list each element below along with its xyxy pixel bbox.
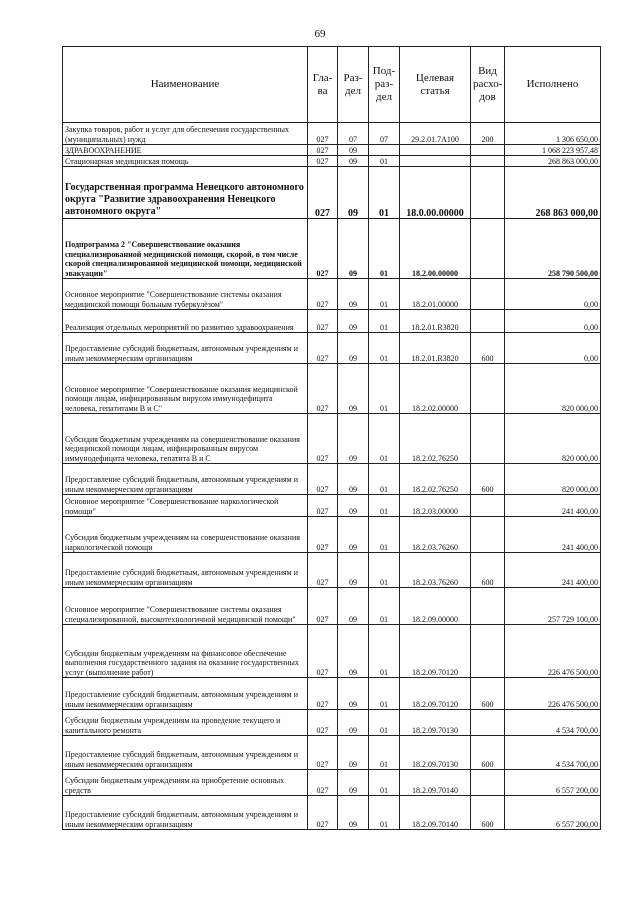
row-name: Предоставление субсидий бюджетным, автономным учреждениям и иным некоммерческим организациям [63, 736, 308, 770]
row-amount: 820 000,00 [505, 364, 601, 414]
row-glava: 027 [308, 678, 338, 710]
row-amount: 4 534 700,00 [505, 710, 601, 736]
row-glava: 027 [308, 219, 338, 279]
table-row [63, 678, 601, 710]
row-glava: 027 [308, 553, 338, 588]
row-vid [471, 770, 505, 796]
header-vid: Вид расхо-дов [471, 47, 505, 123]
row-podrazdel: 01 [369, 219, 400, 279]
row-podrazdel: 01 [369, 736, 400, 770]
row-glava: 027 [308, 464, 338, 495]
row-name: Субсидии бюджетным учреждениям на финансовое обеспечение выполнения государственного задания на оказание государственных услуг (выполнение работ) [63, 625, 308, 678]
row-vid: 600 [471, 464, 505, 495]
header-executed: Исполнено [505, 47, 601, 123]
row-amount: 4 534 700,00 [505, 736, 601, 770]
row-name: Предоставление субсидий бюджетным, автономным учреждениям и иным некоммерческим организациям [63, 796, 308, 830]
row-razdel: 09 [338, 156, 369, 167]
row-razdel: 09 [338, 145, 369, 156]
row-podrazdel: 07 [369, 123, 400, 145]
row-razdel: 09 [338, 495, 369, 517]
header-razdel: Раз-дел [338, 47, 369, 123]
table-row [63, 279, 601, 310]
row-vid: 600 [471, 553, 505, 588]
row-target: 18.2.00.00000 [400, 219, 471, 279]
row-glava: 027 [308, 796, 338, 830]
row-vid [471, 219, 505, 279]
row-vid [471, 145, 505, 156]
row-razdel: 09 [338, 770, 369, 796]
row-amount: 241 400,00 [505, 553, 601, 588]
row-name: Подпрограмма 2 "Совершенствование оказания специализированной медицинской помощи, скорой, в том числе скорой специализированной медицинской помощи, медицинской эвакуации" [63, 219, 308, 279]
row-amount: 820 000,00 [505, 464, 601, 495]
row-glava: 027 [308, 123, 338, 145]
row-razdel: 09 [338, 310, 369, 333]
table-row [63, 796, 601, 830]
table-row [63, 123, 601, 145]
row-target: 18.2.03.76260 [400, 517, 471, 553]
row-vid [471, 279, 505, 310]
row-vid: 600 [471, 736, 505, 770]
row-vid [471, 710, 505, 736]
table-row [63, 364, 601, 414]
table-row [63, 710, 601, 736]
row-glava: 027 [308, 145, 338, 156]
row-razdel: 09 [338, 364, 369, 414]
row-razdel: 09 [338, 796, 369, 830]
table-row [63, 219, 601, 279]
row-target: 18.2.09.70120 [400, 678, 471, 710]
row-vid [471, 495, 505, 517]
row-target: 18.2.01.R3820 [400, 310, 471, 333]
row-vid [471, 625, 505, 678]
row-glava: 027 [308, 588, 338, 625]
row-podrazdel [369, 145, 400, 156]
row-name: Предоставление субсидий бюджетным, автономным учреждениям и иным некоммерческим организациям [63, 464, 308, 495]
row-target: 18.2.09.70130 [400, 710, 471, 736]
row-amount: 268 863 000,00 [505, 156, 601, 167]
row-podrazdel: 01 [369, 310, 400, 333]
row-name: Основное мероприятие "Совершенствование системы оказания медицинской помощи больным туберкулёзом" [63, 279, 308, 310]
row-podrazdel: 01 [369, 796, 400, 830]
table-row [63, 310, 601, 333]
row-podrazdel: 01 [369, 495, 400, 517]
table-row [63, 553, 601, 588]
row-amount: 0,00 [505, 310, 601, 333]
row-amount: 1 306 650,00 [505, 123, 601, 145]
table-row [63, 333, 601, 364]
row-name: Закупка товаров, работ и услуг для обеспечения государственных (муниципальных) нужд [63, 123, 308, 145]
header-glava: Гла-ва [308, 47, 338, 123]
row-razdel: 09 [338, 736, 369, 770]
row-name: Стационарная медицинская помощь [63, 156, 308, 167]
table-row [63, 736, 601, 770]
row-name: Предоставление субсидий бюджетным, автономным учреждениям и иным некоммерческим организациям [63, 553, 308, 588]
row-amount: 6 557 200,00 [505, 796, 601, 830]
row-target: 18.2.01.R3820 [400, 333, 471, 364]
row-target: 18.2.09.70140 [400, 796, 471, 830]
row-name: Предоставление субсидий бюджетным, автономным учреждениям и иным некоммерческим организациям [63, 333, 308, 364]
row-razdel: 09 [338, 678, 369, 710]
row-podrazdel: 01 [369, 279, 400, 310]
row-target: 18.2.09.70120 [400, 625, 471, 678]
row-name: Предоставление субсидий бюджетным, автономным учреждениям и иным некоммерческим организациям [63, 678, 308, 710]
row-vid [471, 588, 505, 625]
row-amount: 6 557 200,00 [505, 770, 601, 796]
row-name: Субсидии бюджетным учреждениям на приобретение основных средств [63, 770, 308, 796]
row-glava: 027 [308, 625, 338, 678]
table-row [63, 495, 601, 517]
table-row [63, 464, 601, 495]
table-row [63, 167, 601, 219]
row-target: 18.2.09.70130 [400, 736, 471, 770]
row-amount: 257 729 100,00 [505, 588, 601, 625]
row-razdel: 09 [338, 167, 369, 219]
row-glava: 027 [308, 279, 338, 310]
row-amount: 241 400,00 [505, 517, 601, 553]
row-target [400, 156, 471, 167]
row-glava: 027 [308, 710, 338, 736]
row-name: Субсидия бюджетным учреждениям на совершенствование оказания медицинской помощи лицам, инфицированным вирусом иммунодефицита человека, гепатита В и С [63, 414, 308, 464]
row-podrazdel: 01 [369, 167, 400, 219]
row-target: 18.2.01.00000 [400, 279, 471, 310]
row-amount: 226 476 500,00 [505, 625, 601, 678]
row-target: 18.2.02.76250 [400, 414, 471, 464]
row-glava: 027 [308, 770, 338, 796]
row-vid [471, 517, 505, 553]
row-glava: 027 [308, 310, 338, 333]
row-glava: 027 [308, 517, 338, 553]
row-podrazdel: 01 [369, 333, 400, 364]
row-glava: 027 [308, 414, 338, 464]
row-podrazdel: 01 [369, 364, 400, 414]
row-name: Государственная программа Ненецкого автономного округа "Развитие здравоохранения Ненецкого автономного округа" [63, 167, 308, 219]
row-podrazdel: 01 [369, 588, 400, 625]
row-vid [471, 156, 505, 167]
row-amount: 820 000,00 [505, 414, 601, 464]
table-row [63, 770, 601, 796]
row-target: 29.2.01.7А100 [400, 123, 471, 145]
row-vid [471, 364, 505, 414]
row-razdel: 09 [338, 517, 369, 553]
row-target [400, 145, 471, 156]
row-vid: 600 [471, 678, 505, 710]
row-target: 18.2.09.00000 [400, 588, 471, 625]
row-podrazdel: 01 [369, 464, 400, 495]
row-glava: 027 [308, 167, 338, 219]
row-name: Субсидия бюджетным учреждениям на совершенствование оказания наркологической помощи [63, 517, 308, 553]
row-amount: 0,00 [505, 279, 601, 310]
row-vid [471, 414, 505, 464]
header-name: Наименование [63, 47, 308, 123]
row-vid: 600 [471, 333, 505, 364]
header-target: Целевая статья [400, 47, 471, 123]
row-glava: 027 [308, 495, 338, 517]
row-amount: 226 476 500,00 [505, 678, 601, 710]
page-number: 69 [314, 28, 326, 40]
row-target: 18.2.03.00000 [400, 495, 471, 517]
row-razdel: 09 [338, 279, 369, 310]
row-amount: 268 863 000,00 [505, 167, 601, 219]
row-amount: 258 790 500,00 [505, 219, 601, 279]
row-podrazdel: 01 [369, 710, 400, 736]
row-podrazdel: 01 [369, 770, 400, 796]
row-name: Основное мероприятие "Совершенствование системы оказания специализированной, высокотехнологичной медицинской помощи" [63, 588, 308, 625]
row-razdel: 07 [338, 123, 369, 145]
row-podrazdel: 01 [369, 156, 400, 167]
table-row [63, 156, 601, 167]
row-amount: 1 068 223 957,48 [505, 145, 601, 156]
row-razdel: 09 [338, 414, 369, 464]
row-glava: 027 [308, 156, 338, 167]
row-target: 18.2.02.00000 [400, 364, 471, 414]
row-podrazdel: 01 [369, 625, 400, 678]
row-razdel: 09 [338, 710, 369, 736]
row-podrazdel: 01 [369, 414, 400, 464]
row-name: ЗДРАВООХРАНЕНИЕ [63, 145, 308, 156]
row-target: 18.0.00.00000 [400, 167, 471, 219]
row-target: 18.2.09.70140 [400, 770, 471, 796]
table-header-row [63, 47, 601, 123]
row-name: Реализация отдельных мероприятий по развитию здравоохранения [63, 310, 308, 333]
row-razdel: 09 [338, 553, 369, 588]
table-row [63, 625, 601, 678]
table-row [63, 414, 601, 464]
row-razdel: 09 [338, 464, 369, 495]
row-razdel: 09 [338, 219, 369, 279]
row-podrazdel: 01 [369, 553, 400, 588]
row-vid: 600 [471, 796, 505, 830]
row-name: Основное мероприятие "Совершенствование наркологической помощи" [63, 495, 308, 517]
row-vid [471, 310, 505, 333]
row-name: Субсидии бюджетным учреждениям на проведение текущего и капитального ремонта [63, 710, 308, 736]
row-target: 18.2.02.76250 [400, 464, 471, 495]
row-glava: 027 [308, 736, 338, 770]
row-razdel: 09 [338, 588, 369, 625]
header-podrazdel: Под-раз-дел [369, 47, 400, 123]
row-podrazdel: 01 [369, 678, 400, 710]
row-amount: 241 400,00 [505, 495, 601, 517]
table-row [63, 517, 601, 553]
row-amount: 0,00 [505, 333, 601, 364]
row-glava: 027 [308, 333, 338, 364]
table-row [63, 588, 601, 625]
row-razdel: 09 [338, 625, 369, 678]
table-row [63, 145, 601, 156]
row-target: 18.2.03.76260 [400, 553, 471, 588]
row-vid [471, 167, 505, 219]
budget-table [62, 46, 601, 830]
row-glava: 027 [308, 364, 338, 414]
row-vid: 200 [471, 123, 505, 145]
row-podrazdel: 01 [369, 517, 400, 553]
row-name: Основное мероприятие "Совершенствование оказания медицинской помощи лицам, инфицированным вирусом иммунодефицита человека, гепатитами В и С" [63, 364, 308, 414]
row-razdel: 09 [338, 333, 369, 364]
